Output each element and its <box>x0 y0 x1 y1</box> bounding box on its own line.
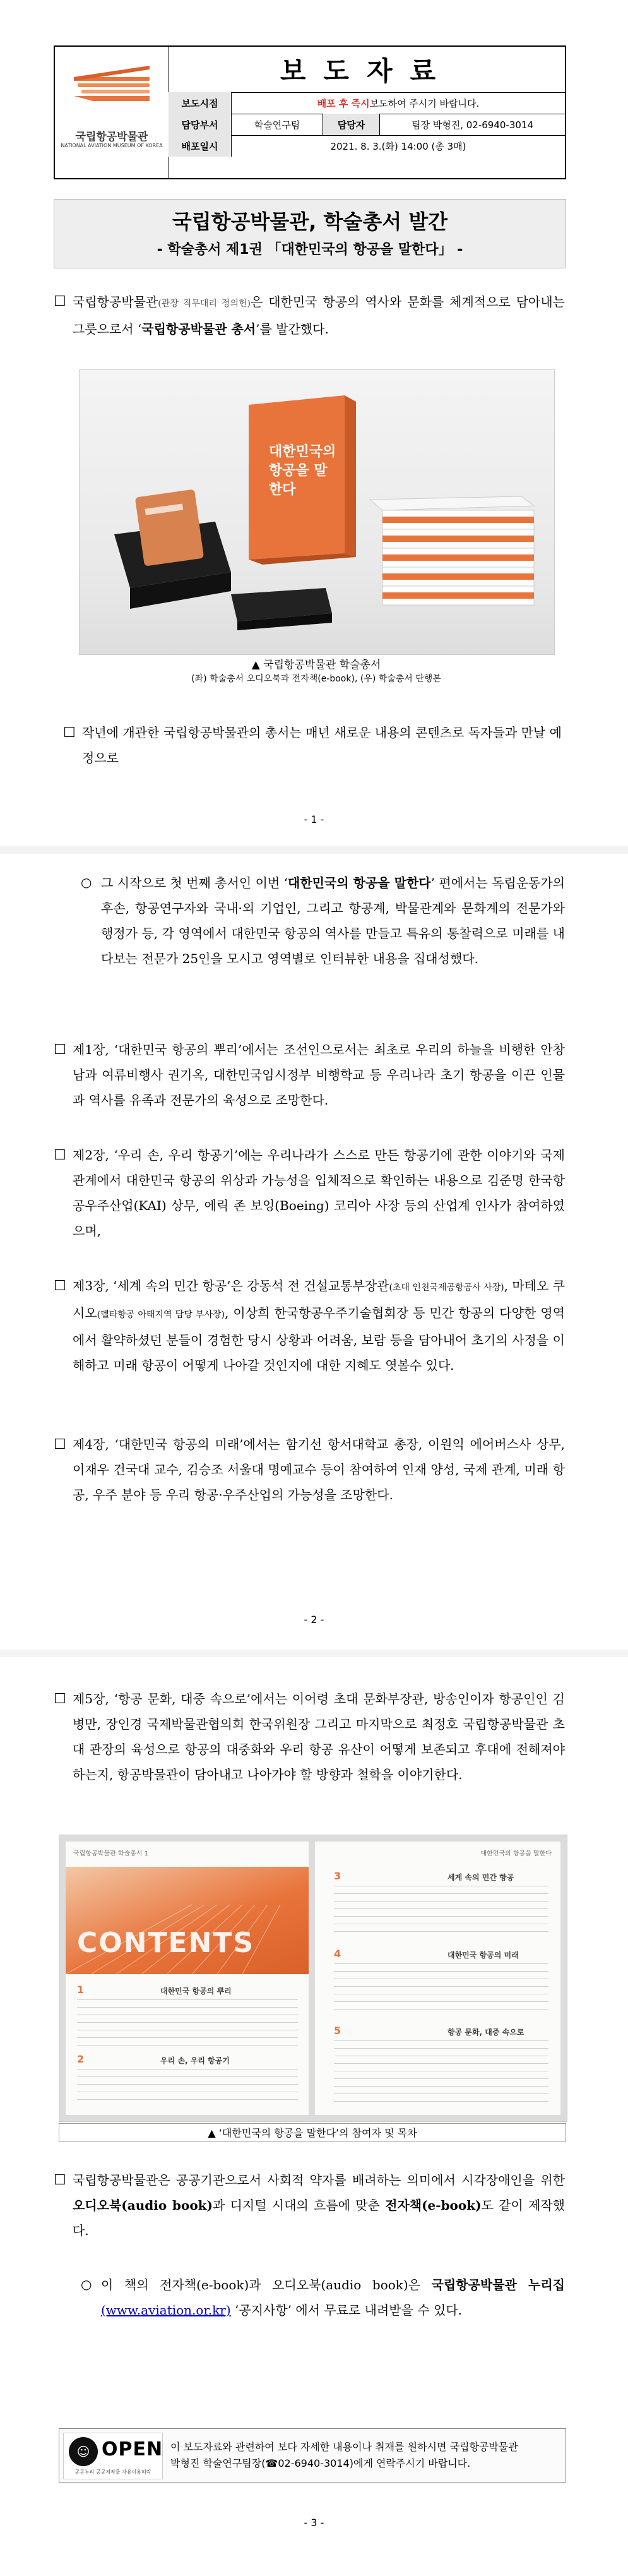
museum-logo-icon <box>55 47 169 135</box>
document-title: 보도자료 <box>169 47 565 93</box>
square-bullet-icon: ☐ <box>54 1278 66 1294</box>
paragraph-6: 제3장, ‘세계 속의 민간 항공’은 강동석 전 건설교통부장관(초대 인천국제공항공사 사장), 마테오 쿠시오(델타항공 아태지역 담당 부사장), 이상희 한국항공우주기술협회장 등 민간 항공의 다양한 영역에서 활약하셨던 분들이 경험한 당시 상황과 어려움, 보람 등을 담아내어 초기의 사정을 이해하고 미래 항공이 어떻게 나아갈 것인지에 대한 지혜도 엿볼수 있다. <box>73 1278 565 1373</box>
square-bullet-icon: ☐ <box>54 2172 66 2188</box>
museum-logo <box>55 47 169 178</box>
toc-num: 5 <box>334 2025 341 2037</box>
square-bullet-icon: ☐ <box>54 1042 66 1058</box>
toc-title: 대한민국 항공의 미래 <box>447 1951 519 1960</box>
press-header-table <box>54 45 566 179</box>
open-label: OPEN <box>102 2438 163 2460</box>
headline-box <box>54 199 566 268</box>
footer-box <box>59 2428 566 2483</box>
photo2-caption: ▲ ‘대한민국의 항공을 말한다’의 참여자 및 목차 <box>59 2123 566 2142</box>
paragraph-5: 제2장, ‘우리 손, 우리 항공기’에는 우리나라가 스스로 만든 항공기에 관한 이야기와 국제관계에서 대한민국 항공의 위상과 가능성을 입체적으로 확인하는 내용으로 김준명 한국항공우주산업(KAI) 상무, 에릭 존 보잉(Boeing) 코리아 사장 등의 산업계 인사가 참여하였으며, <box>73 1147 565 1238</box>
row-label: 보도시점 <box>169 92 232 114</box>
row-value <box>232 92 565 114</box>
logo-text-ko: 국립항공박물관 <box>75 131 148 143</box>
left-page-header: 국립항공박물관 학술총서 1 <box>73 1850 148 1857</box>
website-link[interactable]: (www.aviation.or.kr) <box>101 2303 231 2318</box>
toc-lines <box>334 2040 548 2107</box>
toc-num: 2 <box>77 2053 85 2065</box>
circle-bullet-icon: ○ <box>81 875 92 890</box>
circle-bullet-icon: ○ <box>81 2277 92 2292</box>
paragraph-7: 제4장, ‘대한민국 항공의 미래’에서는 함기선 항서대학교 총장, 이원익 에어버스사 상무, 이재우 건국대 교수, 김승조 서울대 명예교수 등이 참여하여 인재 양성, 국제 관계, 미래 항공, 우주 분야 등 우리 항공·우주산업의 가능성을 조망한다. <box>73 1437 565 1502</box>
paragraph-2: 작년에 개관한 국립항공박물관의 총서는 매년 새로운 내용의 콘텐츠로 독자들과 만날 예정으로 <box>82 725 562 765</box>
paragraph-8: 제5장, ‘항공 문화, 대중 속으로’에서는 이어령 초대 문화부장관, 방송인이자 항공인인 김병만, 장인경 국제박물관협의회 한국위원장 그리고 마지막으로 최정호 국립항공박물관 초대 관장의 육성으로 항공의 대중화와 우리 항공 유산이 어떻게 보존되고 후대에 전해져야 하는지, 항공박물관이 담아내고 나아가야 할 방향과 철학을 이야기한다. <box>73 1691 565 1782</box>
paragraph-10: 이 책의 전자책(e-book)과 오디오북(audio book)은 국립항공박물관 누리집(www.aviation.or.kr) ‘공지사항’ 에서 무료로 내려받을 수 있다. <box>101 2277 565 2318</box>
contents-photo <box>59 1835 567 2122</box>
toc-title: 우리 손, 우리 항공기 <box>160 2056 230 2065</box>
toc-num: 3 <box>334 1870 341 1882</box>
contents-heading: CONTENTS <box>77 1927 255 1959</box>
page-separator <box>0 1650 628 1657</box>
toc-title: 대한민국 항공의 뿌리 <box>160 1987 232 1996</box>
row-label: 배포일시 <box>169 135 232 157</box>
toc-title: 세계 속의 민간 항공 <box>447 1873 514 1882</box>
contents-banner <box>66 1867 309 1974</box>
photo1-caption-1: ▲ 국립항공박물관 학술총서 <box>251 659 381 671</box>
paragraph-3: 그 시작으로 첫 번째 총서인 이번 ‘대한민국의 항공을 말한다’ 편에서는 독립운동가의 후손, 항공연구자와 국내·외 기업인, 그리고 항공계, 박물관계와 문화계의 전문가와 행정가 등, 각 영역에서 대한민국 항공의 역사를 만들고 특유의 통찰력으로 미래를 내다보는 전문가 25인을 모시고 영역별로 인터뷰한 내용을 집대성했다. <box>101 875 566 966</box>
square-bullet-icon: ☐ <box>63 725 76 741</box>
square-bullet-icon: ☐ <box>54 1691 66 1707</box>
book-cover-title: 대한민국의 항공을 말한다 <box>269 444 336 498</box>
square-bullet-icon: ☐ <box>54 1147 66 1163</box>
toc-lines <box>77 2069 298 2107</box>
book-photo <box>79 369 555 655</box>
dept-value: 학술연구팀 <box>232 114 323 135</box>
date-value: 2021. 8. 3.(화) 14:00 (총 3매) <box>330 140 466 152</box>
logo-text-en: NATIONAL AVIATION MUSEUM OF KOREA <box>61 143 163 148</box>
header-row-dept <box>169 114 565 136</box>
contents-left-page <box>66 1842 309 2115</box>
photo1-caption-2: (좌) 학술총서 오디오북과 전자책(e-book), (우) 학술총서 단행본 <box>191 674 441 684</box>
row-label: 담당부서 <box>169 114 232 135</box>
toc-title: 항공 문화, 대중 속으로 <box>447 2028 524 2037</box>
toc-lines <box>77 1999 298 2047</box>
toc-lines <box>334 1963 548 2014</box>
open-sub: 공공누리 공공저작물 자유이용허락 <box>74 2469 151 2475</box>
paragraph-1: 국립항공박물관(관장 직무대리 정의헌)은 대한민국 항공의 역사와 문화를 체계적으로 담아내는 그릇으로서 ‘국립항공박물관 총서’를 발간했다. <box>73 294 565 337</box>
square-bullet-icon: ☐ <box>54 1437 66 1453</box>
footer-text: 이 보도자료와 관련하여 보다 자세한 내용이나 취재를 원하시면 국립항공박물관 박형진 학술연구팀장(☎02-6940-3014)에게 연락주시기 바랍니다. <box>170 2441 518 2469</box>
toc-num: 4 <box>334 1948 341 1960</box>
contents-right-page <box>315 1842 560 2115</box>
contact-value: 팀장 박형진, 02-6940-3014 <box>411 119 533 131</box>
right-page-header: 대한민국의 항공을 말한다 <box>480 1850 552 1857</box>
page-number-1: - 1 - <box>304 813 324 825</box>
page-number-3: - 3 - <box>304 2517 324 2529</box>
square-bullet-icon: ☐ <box>54 294 66 309</box>
page-separator <box>0 846 628 854</box>
header-row-date <box>169 135 565 157</box>
open-license-logo <box>63 2433 163 2479</box>
header-row-release <box>169 92 565 114</box>
toc-lines <box>334 1886 548 1936</box>
headline-subtitle: - 학술총서 제1권 「대한민국의 항공을 말한다」 - <box>157 242 463 258</box>
release-rest: 보도하여 주시기 바랍니다. <box>369 97 480 109</box>
row-label: 담당자 <box>323 114 380 135</box>
page-number-2: - 2 - <box>304 1614 324 1626</box>
book-photo-illustration <box>80 370 554 654</box>
paragraph-4: 제1장, ‘대한민국 항공의 뿌리’에서는 조선인으로서는 최초로 우리의 하늘을 비행한 안창남과 여류비행사 권기옥, 대한민국임시정부 비행학교 등 우리나라 초기 항공을 이끈 인물과 역사를 유족과 전문가의 육성으로 조망한다. <box>73 1042 565 1108</box>
license-circle-icon: ☺ <box>69 2437 98 2466</box>
headline-title: 국립항공박물관, 학술총서 발간 <box>172 210 448 234</box>
toc-num: 1 <box>77 1984 85 1996</box>
paragraph-9: 국립항공박물관은 공공기관으로서 사회적 약자를 배려하는 의미에서 시각장애인을 위한 오디오북(audio book)과 디지털 시대의 흐름에 맞춘 전자책(e-book)도 같이 제작했다. <box>73 2172 565 2238</box>
release-immediate: 배포 후 즉시 <box>317 97 370 109</box>
